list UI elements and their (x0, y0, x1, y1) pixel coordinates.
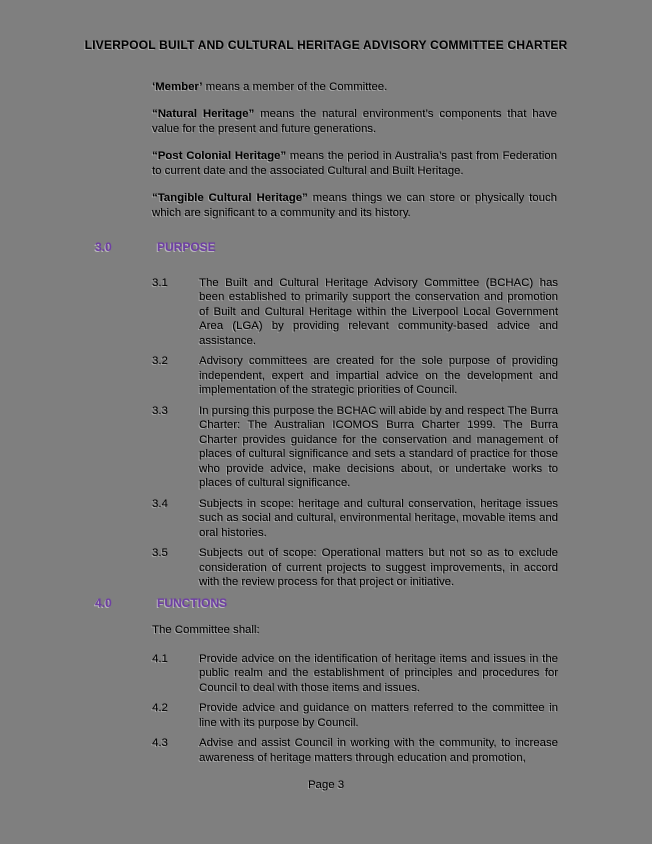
definition-term: “Tangible Cultural Heritage” (152, 192, 308, 204)
page-footer: Page 3 (307, 779, 345, 791)
definition-term: ‘Member’ (152, 80, 203, 93)
definition-member (152, 80, 557, 95)
definition-term: “Natural Heritage” (152, 108, 255, 120)
clause-4-2 (152, 701, 558, 730)
definition-term: “Post Colonial Heritage” (152, 150, 287, 162)
section-heading-functions (0, 596, 652, 611)
clause-3-1 (152, 276, 558, 349)
clause-number: 3.3 (152, 404, 168, 417)
clause-text: Subjects out of scope: Operational matters but not so as to exclude consideration of current projects to suggest improvements, in accord with the review process for that project or initiative. (199, 547, 558, 588)
functions-intro: The Committee shall: (152, 624, 260, 636)
section-number: 3.0 (95, 240, 112, 254)
clause-text: The Built and Cultural Heritage Advisory Committee (BCHAC) has been established to primarily support the conservation and promotion of Built and Cultural Heritage within the Liverpool Local Government Area (LGA) by providing relevant community-based advice and assistance. (199, 276, 558, 347)
clause-text: Advise and assist Council in working with the community, to increase awareness of heritage matters through education and promotion, (199, 737, 558, 764)
definition-text: means the natural environment’s components that have value for the present and future generations. (152, 108, 557, 135)
section-heading-purpose (0, 240, 652, 255)
document-title: LIVERPOOL BUILT AND CULTURAL HERITAGE ADVISORY COMMITTEE CHARTER (84, 38, 568, 52)
clause-4-3 (152, 736, 558, 765)
clause-number: 4.1 (152, 652, 168, 665)
clause-number: 3.4 (152, 497, 168, 510)
section-title: FUNCTIONS (157, 595, 227, 610)
functions-items (152, 652, 558, 766)
clause-3-3 (152, 404, 558, 491)
section-number: 4.0 (95, 595, 112, 610)
clause-text: Provide advice on the identification of heritage items and issues in the public realm and the establishment of principles and procedures for Council to deal with those items and issues. (199, 652, 558, 694)
clause-3-4 (152, 497, 558, 541)
clause-text: Provide advice and guidance on matters referred to the committee in line with its purpose by Council. (199, 702, 558, 729)
clause-text: Advisory committees are created for the sole purpose of providing independent, expert and impartial advice on the development and implementation of the strategic priorities of Council. (199, 355, 558, 396)
clause-text: Subjects in scope: heritage and cultural conservation, heritage issues such as social and cultural, environmental heritage, movable items and oral histories. (199, 497, 558, 539)
section-title: PURPOSE (157, 240, 216, 254)
clause-number: 3.2 (152, 355, 168, 367)
definition-text: means things we can store or physically touch which are significant to a community and its history. (152, 192, 557, 219)
definition-post-colonial-heritage (152, 149, 557, 178)
purpose-items (152, 276, 558, 590)
clause-4-1 (152, 652, 558, 696)
definitions-block (152, 80, 557, 221)
definition-tangible-cultural-heritage (152, 191, 557, 220)
clause-number: 3.5 (152, 547, 168, 559)
definition-text: means the period in Australia’s past from Federation to current date and the associated Cultural and Built Heritage. (152, 150, 557, 177)
clause-number: 3.1 (152, 276, 168, 289)
clause-3-5 (152, 546, 558, 590)
definition-natural-heritage (152, 107, 557, 136)
clause-number: 4.2 (152, 702, 168, 714)
clause-3-2 (152, 354, 558, 398)
clause-text: In pursing this purpose the BCHAC will abide by and respect The Burra Charter: The Australian ICOMOS Burra Charter 1999. The Burra Charter provides guidance for the conservation and management of places of cultural significance and sets a standard of practice for those who provide advice, make decisions about, or undertake works to places of cultural significance. (199, 404, 558, 489)
clause-number: 4.3 (152, 737, 168, 749)
definition-text: means a member of the Committee. (202, 80, 388, 93)
